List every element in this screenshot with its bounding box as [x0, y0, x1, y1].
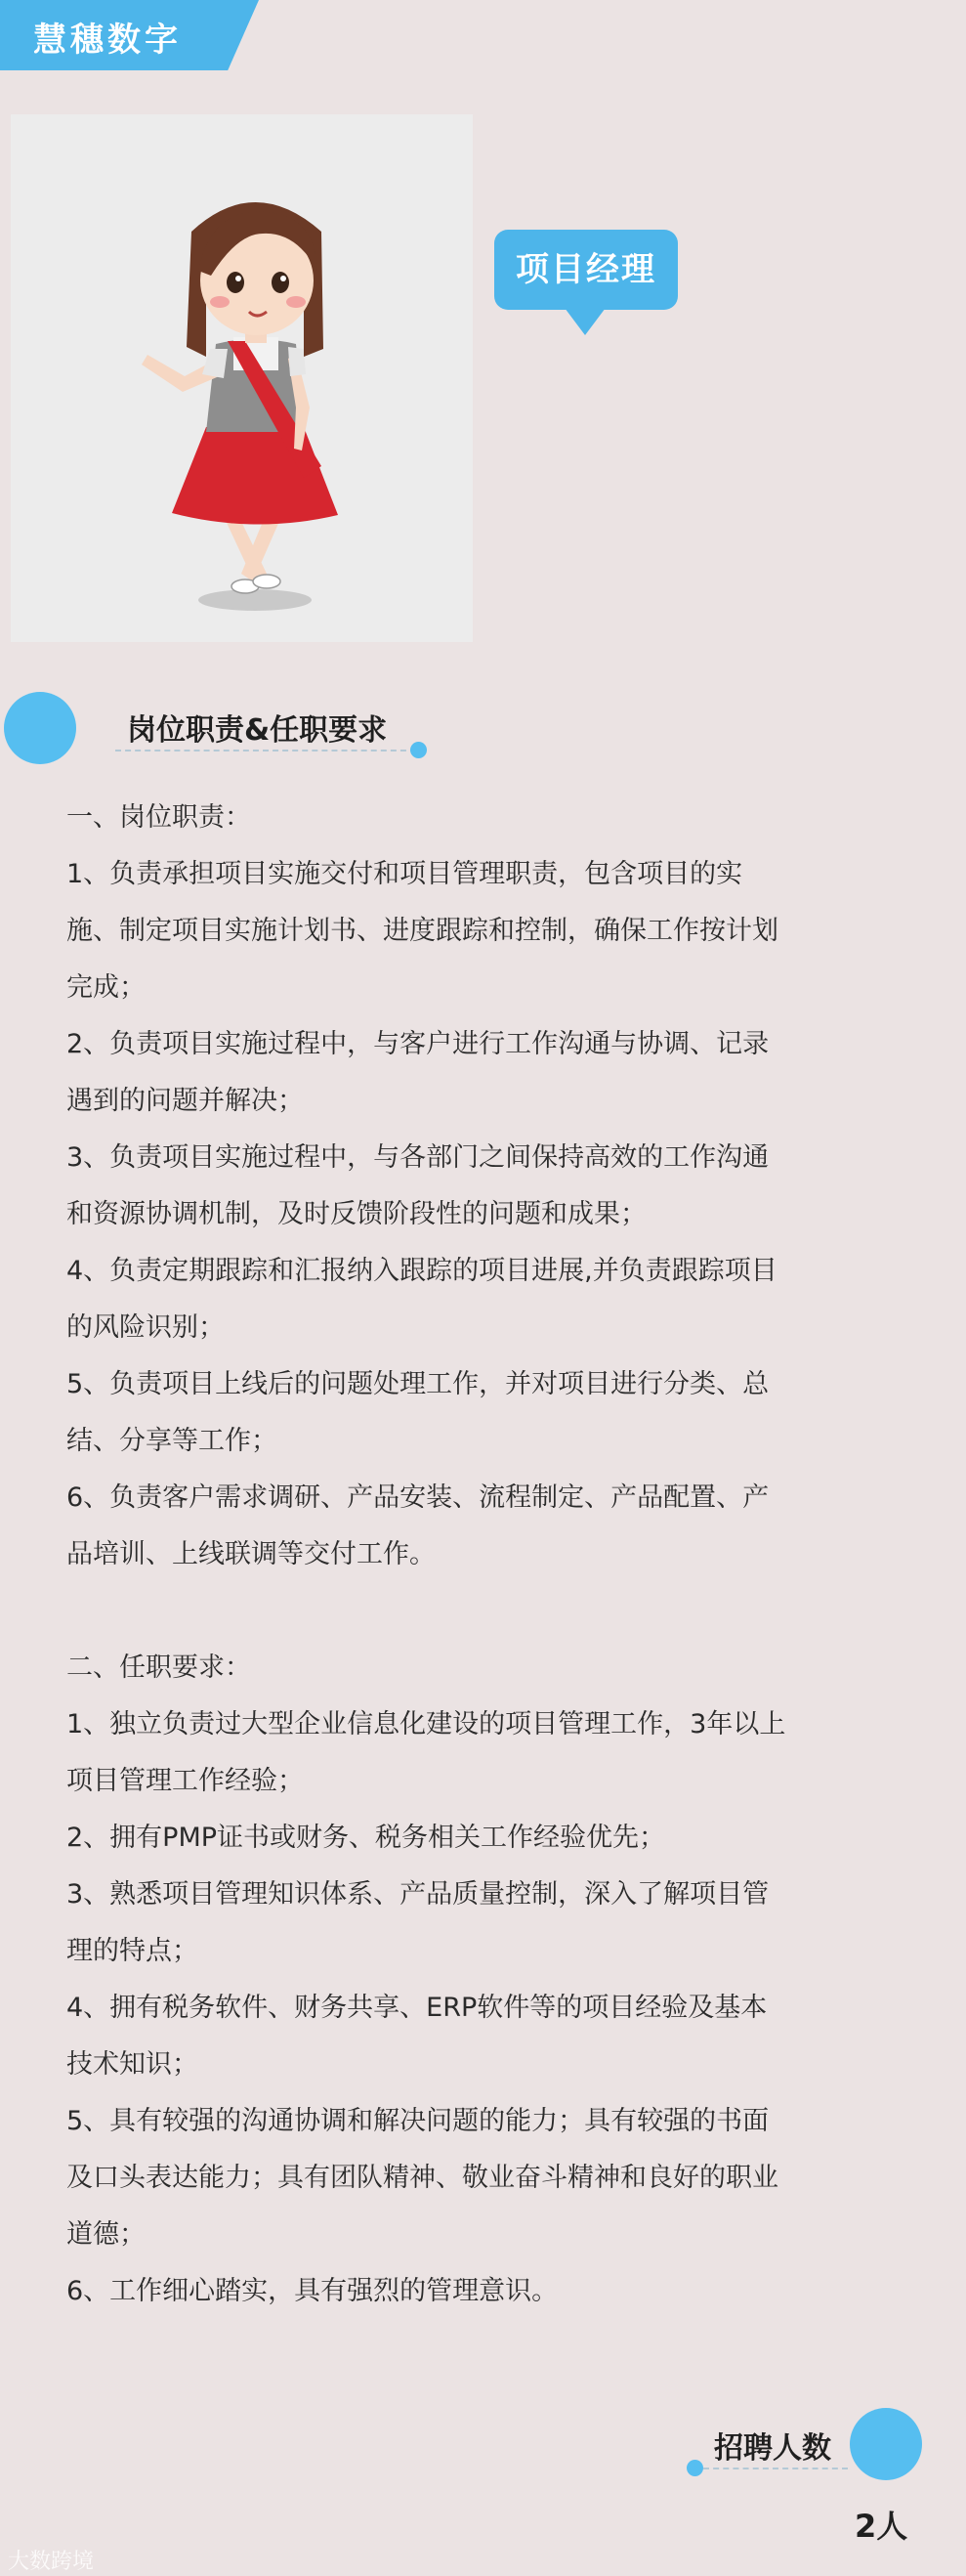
requirement-line: 3、熟悉项目管理知识体系、产品质量控制，深入了解项目管	[66, 1879, 770, 1910]
duty-line: 结、分享等工作；	[66, 1426, 277, 1456]
duty-line: 2、负责项目实施过程中，与客户进行工作沟通与协调、记录	[66, 1029, 770, 1059]
duty-line: 的风险识别；	[66, 1312, 225, 1343]
section-circle-decoration	[4, 692, 76, 764]
job-description	[66, 790, 916, 2320]
requirement-line: 项目管理工作经验；	[66, 1766, 304, 1796]
requirement-line: 及口头表达能力；具有团队精神、敬业奋斗精神和良好的职业	[66, 2163, 778, 2193]
duty-line: 遇到的问题并解决；	[66, 1086, 304, 1116]
duty-line: 4、负责定期跟踪和汇报纳入跟踪的项目进展,并负责跟踪项目	[66, 1256, 777, 1286]
requirement-line: 4、拥有税务软件、财务共享、ERP软件等的项目经验及基本	[66, 1993, 768, 2023]
requirement-line: 1、独立负责过大型企业信息化建设的项目管理工作，3年以上	[66, 1709, 786, 1739]
requirement-line: 理的特点；	[66, 1936, 198, 1966]
job-title: 项目经理	[516, 250, 656, 289]
character-illustration	[11, 114, 473, 642]
requirements-title: 二、任职要求：	[66, 1653, 251, 1683]
section-heading-headcount: 招聘人数	[714, 2431, 831, 2466]
duty-line: 施、制定项目实施计划书、进度跟踪和控制，确保工作按计划	[66, 916, 778, 946]
section-dashed-line	[115, 750, 416, 751]
duty-line: 1、负责承担项目实施交付和项目管理职责，包含项目的实	[66, 859, 743, 889]
headcount-value: 2人	[855, 2508, 908, 2545]
brand-name: 慧穗数字	[33, 21, 182, 60]
requirement-line: 2、拥有PMP证书或财务、税务相关工作经验优先；	[66, 1823, 666, 1853]
paragraph-gap	[66, 1583, 916, 1640]
headcount-dot-decoration	[687, 2460, 703, 2476]
duty-line: 完成；	[66, 972, 146, 1003]
requirement-line: 5、具有较强的沟通协调和解决问题的能力；具有较强的书面	[66, 2106, 770, 2136]
requirement-line: 技术知识；	[66, 2049, 198, 2080]
watermark-text: 大数跨境	[8, 2550, 95, 2574]
requirement-line: 道德；	[66, 2219, 146, 2250]
section-dot-decoration	[410, 742, 427, 758]
duty-line: 品培训、上线联调等交付工作。	[66, 1539, 436, 1569]
duty-line: 和资源协调机制，及时反馈阶段性的问题和成果；	[66, 1199, 647, 1229]
headcount-circle-decoration	[850, 2408, 922, 2480]
duty-line: 3、负责项目实施过程中，与各部门之间保持高效的工作沟通	[66, 1142, 770, 1173]
duties-title: 一、岗位职责：	[66, 802, 251, 833]
requirement-line: 6、工作细心踏实，具有强烈的管理意识。	[66, 2276, 559, 2306]
duty-line: 6、负责客户需求调研、产品安装、流程制定、产品配置、产	[66, 1482, 770, 1513]
duty-line: 5、负责项目上线后的问题处理工作，并对项目进行分类、总	[66, 1369, 770, 1399]
section-heading-duties: 岗位职责&任职要求	[127, 713, 388, 748]
headcount-dashed-line	[703, 2468, 848, 2469]
bubble-tail	[565, 308, 606, 335]
